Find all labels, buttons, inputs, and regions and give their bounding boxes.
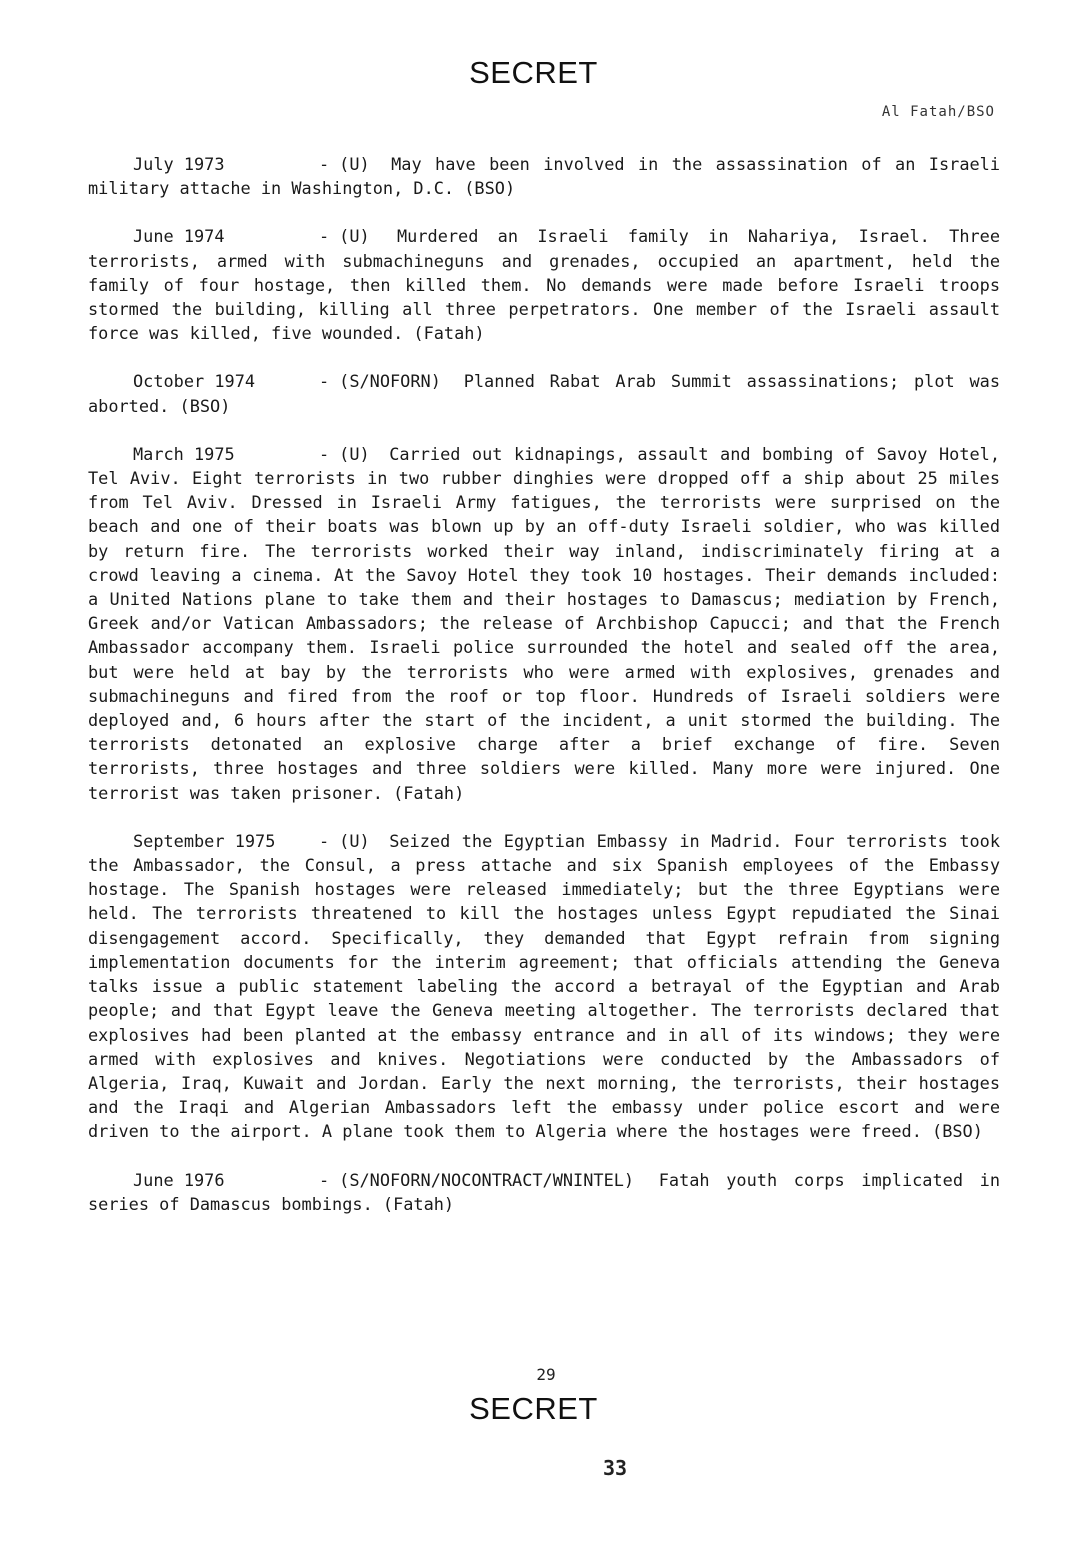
classification-marking-bottom: SECRET — [469, 1391, 598, 1426]
entry-march-1975 — [88, 442, 1000, 805]
entry-date: September 1975 — [133, 830, 276, 851]
entry-dash: - — [319, 371, 330, 392]
entry-classification: (U) — [339, 443, 370, 464]
entry-july-1973 — [88, 152, 1000, 200]
entry-classification: (S/NOFORN/NOCONTRACT/WNINTEL) — [339, 1169, 635, 1190]
classification-marking-top: SECRET — [469, 55, 598, 90]
entry-source: (BSO) — [932, 1121, 983, 1142]
entry-text: Fatah youth corps implicated in series of Damascus bombings. — [88, 1169, 1000, 1214]
entry-text: Planned Rabat Arab Summit assassinations; plot was aborted. — [88, 371, 1000, 416]
page-number: 29 — [536, 1365, 556, 1384]
entry-date: June 1976 — [133, 1169, 225, 1190]
entry-june-1974 — [88, 224, 1000, 345]
entry-text: May have been involved in the assassination of an Israeli military attache in Washington, D.C. — [88, 154, 1000, 199]
entry-source: (BSO) — [179, 395, 231, 416]
entry-date: March 1975 — [133, 443, 235, 464]
entry-text: Carried out kidnapings, assault and bombing of Savoy Hotel, Tel Aviv. Eight terrorists in two rubber dinghies were dropped off a ship about 25 miles from Tel Aviv. Dressed in Israeli Army fatigues, the terrorists were surprised on the beach and one of their boats was blown up by an off-duty Israeli soldier, who was killed by return fire. The terrorists worked their way inland, indiscriminately firing at a crowd leaving a cinema. At the Savoy Hotel they took 10 hostages. Their demands included: a United Nations plane to take them and their hostages to Damascus; mediation by French, Greek and/or Vatican Ambassadors; the release of Archbishop Capucci; and that the French Ambassador accompany them. Israeli police surrounded the hotel and sealed off the area, but were held at bay by the terrorists who were armed with explosives, grenades and submachineguns and fired from the roof or top floor. Hundreds of Israeli soldiers were deployed and, 6 hours after the start of the incident, a unit stormed the building. The terrorists detonated an explosive charge after a brief exchange of fire. Seven terrorists, three hostages and three soldiers were killed. Many more were injured. One terrorist was taken prisoner. — [88, 443, 1000, 803]
entry-source: (Fatah) — [382, 1193, 455, 1214]
file-page-number: 33 — [602, 1456, 628, 1480]
entry-source: (Fatah) — [413, 323, 485, 344]
entry-june-1976 — [88, 1168, 1000, 1216]
entry-september-1975 — [88, 829, 1000, 1144]
entry-date: June 1974 — [133, 226, 225, 247]
entry-classification: (U) — [339, 226, 370, 247]
entry-dash: - — [319, 154, 330, 174]
chronology-body — [88, 152, 1000, 1216]
entry-dash: - — [319, 443, 330, 464]
entry-dash: - — [319, 1169, 330, 1190]
entry-classification: (U) — [339, 830, 370, 851]
entry-date: October 1974 — [133, 371, 256, 392]
header-reference: Al Fatah/BSO — [881, 104, 995, 120]
entry-classification: (U) — [339, 154, 370, 174]
entry-source: (Fatah) — [393, 782, 465, 803]
entry-dash: - — [319, 226, 330, 247]
entry-source: (BSO) — [464, 178, 516, 199]
entry-date: July 1973 — [133, 154, 225, 174]
entry-dash: - — [319, 830, 330, 851]
entry-october-1974 — [88, 369, 1000, 417]
entry-text: Seized the Egyptian Embassy in Madrid. Four terrorists took the Ambassador, the Consul, a press attache and six Spanish employees of the Embassy hostage. The Spanish hostages were released immediately; but the three Egyptians were held. The terrorists threatened to kill the hostages unless Egypt repudiated the Sinai disengagement accord. Specifically, they demanded that Egypt refrain from signing implementation documents for the interim agreement; that officials attending the Geneva talks issue a public statement labeling the accord a betrayal of the Egyptian and Arab people; and that Egypt leave the Geneva meeting altogether. The terrorists declared that explosives had been planted at the embassy entrance and in all of its windows; they were armed with explosives and knives. Negotiations were conducted by the Ambassadors of Algeria, Iraq, Kuwait and Jordan. Early the next morning, the terrorists, their hostages and the Iraqi and Algerian Ambassadors left the embassy under police escort and were driven to the airport. A plane took them to Algeria where the hostages were freed. — [88, 830, 1000, 1142]
entry-text: Murdered an Israeli family in Nahariya, Israel. Three terrorists, armed with submachineguns and grenades, occupied an apartment, held the family of four hostage, then killed them. No demands were made before Israeli troops stormed the building, killing all three perpetrators. One member of the Israeli assault force was killed, five wounded. — [88, 226, 1000, 344]
entry-classification: (S/NOFORN) — [339, 371, 441, 392]
